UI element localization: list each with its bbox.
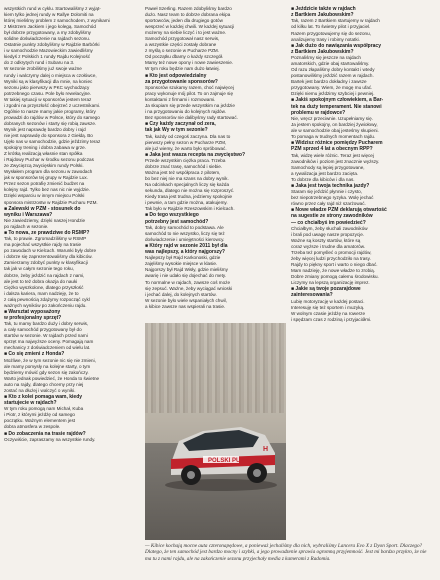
body-text-line: sprzęt ma najwyższe oceny. Pomagają nam — [4, 339, 94, 345]
car-decal: POLSKI PUZ — [208, 458, 245, 464]
interview-question: problemu w rajdowce? — [291, 109, 346, 116]
body-text-line: Warto jednak powiedzieć, że Honda to świetne — [4, 375, 100, 381]
body-text-line: z myślą o sezonie w Pucharze PZM. — [145, 48, 220, 54]
body-text-line: sponsora mistrzostw w Rajdzie Pucharu PZM. — [4, 199, 98, 205]
interview-question: ■ Do tego wszystkiego — [145, 212, 199, 219]
body-text-line: Przez sezon potrafię zmienić budżet na — [4, 181, 85, 187]
body-text-line: sekunda, dlatego nie można się rozproszyć. — [145, 188, 235, 194]
rally-car-icon — [163, 401, 281, 493]
body-text-line: Nie zawiedziemy, dzięki naszej Hondzie — [4, 217, 86, 223]
body-text-line: ale już wiemy, że warto było spróbować. — [145, 145, 227, 151]
body-text-line: Ujęło nas w samochodzie, gdzie jeździmy teraz — [4, 139, 101, 145]
body-text-line: Zamierzamy zdobyć punkty w klasyfikacji — [4, 260, 88, 266]
body-text-line: ale jest to też dobra okazja do nauki — [4, 278, 78, 284]
body-text-line: ale mamy pomysły na kolejne starty, o tym — [4, 363, 91, 369]
body-text-line: możemy na siebie liczyć i to jest ważne. — [145, 30, 227, 36]
body-text-line: pracy wykonuje mój pilot. To on zajmuje się — [145, 90, 234, 96]
body-text-line: Ważne są koszty startów, które są — [291, 237, 361, 243]
body-text-line: od kilku lat. To świetny pilot i przyjaciel. — [291, 24, 371, 30]
body-text-line: bo bez niej nie ma szans na dobry wynik. — [145, 176, 229, 182]
body-text-line: do 2 odkrytych rund i Subaru na 3. — [4, 60, 75, 66]
body-text-line: zawodników i poziom jest znacznie wyższy. — [291, 158, 380, 164]
body-text-line: Kiedy trasa jest trudna, jedziemy spokojnie — [145, 194, 233, 200]
car-logo: H — [263, 446, 269, 453]
body-text-line: Interesuję się też sportem i muzyką. — [291, 304, 365, 310]
body-text-line: wesprzeć w każdej chwili. W każdej sytuacji — [145, 24, 235, 30]
body-text-line: Najlepszy był Rajd Karkonoski, gdzie — [145, 255, 221, 261]
body-text-line: W sezonie zrobiliśmy już swoje ważne — [4, 66, 82, 72]
body-text-line: sportowców, jeden dla drugiego gotów — [145, 18, 223, 24]
interview-question: ■ Co się zmieni z Honda? — [4, 351, 65, 358]
body-text-line: Ja skupiam się przede wszystkim na jeździe — [145, 103, 235, 109]
body-text-line: której mieliśmy problem z samochodem, z wynikami — [4, 18, 110, 24]
body-text-line: Tak, każdy od czegoś zaczyna. Dla nas to — [145, 133, 231, 139]
interview-question: ■ To nowa, ze prawdziwe do RSMP? — [4, 230, 90, 237]
body-text-line: ważnych wyników po zakończeniu rajdu. — [4, 302, 87, 308]
body-text-line: startów w sezonie. W rajdach przed nami — [4, 333, 88, 339]
interview-question: zainteresowania? — [291, 292, 333, 299]
body-text-line: dobra atmosfera w zespole. — [4, 424, 61, 430]
body-text-line: Ważna jest też współpraca z pilotem, — [145, 170, 221, 176]
body-text-line: solidne doświadczenie na rajdach sezonu. — [4, 36, 91, 42]
interview-question: ■ Do zobaczenia na trasie rajdów? — [4, 430, 86, 437]
body-text-line: nie jest naprawdę do sponsora z Giełdą. Bo — [4, 132, 93, 138]
body-text-line: W tym roku będzie nam dużo łatwiej. — [145, 66, 220, 72]
body-text-line: żeby więcej ludzi przychodziło na trasy. — [291, 255, 371, 261]
interview-question: wyniku i Warszawa? — [4, 211, 53, 218]
body-text-line: jak w sponsorów tej grupy w Rajdzie Lux. — [4, 175, 89, 181]
body-text-line: Samochód przygotował nasz serwis, — [145, 36, 220, 42]
body-text-line: bez niepotrzebnego ryzyka. Wolę jechać — [291, 195, 374, 201]
body-text-line: Sponsorów szukamy razem, choć najwięcej — [145, 84, 234, 90]
body-text-line: się zepsuć. Ważne, żeby wyciągać wnioski — [145, 285, 233, 291]
body-text-line: i pewnie, a tam gdzie można, atakujemy. — [145, 200, 228, 206]
interview-question: ■ Kto z kolei pomaga wam, kiedy — [4, 393, 83, 400]
body-text-line: Z krótką realizacją własnie stan spółka — [4, 151, 83, 157]
article-column-2 — [145, 6, 286, 320]
body-text-line: Paweł Szerling. Razem zdobyliśmy bardzo — [145, 6, 232, 11]
interview-question: potrzebny jest samochód? — [145, 218, 209, 225]
body-text-line: tak jak w całym sezonie tego roku, — [4, 266, 74, 272]
body-text-line: Dzięki wsparciu w innym miejscu Polski — [4, 193, 85, 199]
body-text-line: kiedyś z Polskich 1 rundy Rajdu Kolejność — [4, 54, 91, 60]
body-text-line: był dobrze przygotowany, a my zdobyliśmy — [4, 30, 91, 36]
interview-question: za przygotowanie sponsorów? — [145, 78, 218, 85]
body-text-line: Chciałbym, żeby słuchali zawodników — [291, 225, 368, 231]
body-text-line: Dzięki niemu jeździmy szybciej i pewniej. — [291, 91, 375, 97]
body-text-line: Wyniki są w klasyfikacji dla mnie, na koniec — [4, 78, 93, 84]
body-text-line: zajęliśmy wysokie miejsce w klasie. — [145, 261, 218, 267]
body-text-line: przygotowany. Wiem, że mogę mu ufać. — [291, 85, 373, 91]
body-text-line: amatorskich, gdzie obaj startowaliśmy. — [291, 61, 370, 67]
body-text-line: W sezonie było wiele wspaniałych chwil, — [145, 297, 227, 303]
body-text-line: pierwszy pełny sezon w Pucharze PZM, — [145, 139, 227, 145]
body-text-line: Wynik jest naprawdę bardzo dobry i rajd — [4, 126, 86, 132]
interview-question: ■ Nowe władze PZM deklarują otwartość — [291, 207, 387, 214]
body-text-line: i na przygotowaniu do kolejnych rajdów. — [145, 109, 226, 115]
body-text-line: a cały samochód przygotowany był do — [4, 327, 82, 333]
spectator-crowd — [145, 323, 286, 413]
body-text-line: Nie, wręcz przeciwnie. Uzupełniamy się. — [291, 115, 373, 121]
body-text-line: i brali pod uwagę nasze propozycje. — [291, 231, 365, 237]
body-text-line: Tak, dobry samochód to podstawa. Ale — [145, 224, 224, 230]
body-text-line: Ostatnie punkty zdobyliśmy w Rajdzie Barbórki — [4, 42, 100, 48]
body-text-line: i dalsza kariera, mam nadzieję, że to — [4, 290, 79, 296]
body-text-line: Tak, widzę wiele różnic. Teraz jest więcej — [291, 152, 374, 158]
body-text-line: doświadczenie i umiejętności kierowcy. — [145, 236, 225, 242]
body-text-line: zostać na dłużej i walczyć o wyniki. — [4, 387, 76, 393]
body-text-line: rundy i walczymy dalej o miejsca w czołówce, — [4, 72, 97, 78]
body-text-line: po zawodach w Kielcach. Warunki były dobre — [4, 248, 97, 254]
body-text-line: analizujemy trasy i robimy notatki. — [291, 36, 360, 42]
body-text-line: Dobre zmiany pomogą całemu środowisku. — [291, 274, 379, 280]
interview-question: was najlepszy, a który najgorszy? — [145, 249, 225, 256]
body-text-line: Samochody są lepiej przygotowane, — [291, 164, 365, 170]
body-text-line: wszystkich rund w cyklu. Startowaliśmy z wyjąt- — [4, 6, 101, 11]
body-text-line: ze Zwycięzcą zwycięskim rundy Polski. — [4, 163, 84, 169]
body-text-line: Tak, tu mamy bardzo duży i dobry serwis, — [4, 321, 89, 327]
body-text-line: W tym roku pomogą nam Michał, Kuba — [4, 406, 84, 412]
body-text-line: coraz wyższe i trudne dla amatorów. — [291, 243, 366, 249]
body-text-line: a rywalizacja jest bardzo zacięta. — [291, 170, 359, 176]
body-text-line: Ogólnie to nasze mamy jakie programy, który — [4, 108, 96, 114]
interview-question: z Bartkiem Jakubowskim? — [291, 12, 354, 19]
interview-question: w profesjonalny sprzęt? — [4, 315, 62, 322]
body-text-line: ale w samochodzie obaj jesteśmy skupieni. — [291, 128, 379, 134]
interview-question: na sugestie ze strony zawodników — [291, 213, 373, 220]
interview-question: tek na duży temperament. Nie stanowi — [291, 103, 382, 110]
body-text-line: auto na rajdy, dlatego chcemy przy niej — [4, 381, 84, 387]
body-text-line: Mam nadzieję, że nowe władze to zrobią. — [291, 268, 376, 274]
body-text-line: Razem przygotowujemy się do sezonu, — [291, 30, 371, 36]
body-text-line: i dobrze się zaprezentowaliśmy dla kibiców. — [4, 254, 93, 260]
body-text-line: sezonu jako pierwszy w PKC wychodzący — [4, 84, 90, 90]
interview-question: ■ Jakie są twoje pozarajdowe — [291, 286, 361, 293]
body-text-line: Bez sponsorów nie dalibyśmy rady startować. — [145, 115, 238, 121]
body-text-line: początku. Ważnym elementem jest — [4, 418, 76, 424]
body-text-line: Możliwe, że w tym sezonie nic się nie zmieni, — [4, 357, 96, 363]
body-text-line: awarię i nie udało się dojechać do mety. — [145, 273, 227, 279]
body-text-line: Wysłałem program dla sezonu w zawodach — [4, 169, 93, 175]
body-text-line: i Rajdowy Puchar w środku sezonu podczas — [4, 157, 94, 163]
body-text-line: i zgodni na przyszłość obejrzeć z uczestnikami. — [4, 102, 101, 108]
body-text-line: Tak, razem z Bartkiem startujemy w rajdach — [291, 18, 380, 24]
body-text-line: W takiej sytuacji w sponsorów jestem teraz — [4, 96, 92, 102]
interview-question: ■ Zalewski w PZM - stosunek do — [4, 205, 81, 212]
rally-car-photo — [145, 323, 286, 540]
body-text-line: i w samochodzie Mazowieckim zawiedliśmy — [4, 48, 93, 54]
interview-question: ■ Jakiś spokojnym człowiekiem, a Bar- — [291, 97, 384, 104]
body-text-line: Ja jestem spokojny, on bardziej żywiołowy, — [291, 121, 378, 127]
interview-question: tak jak Wy w tym sezonie? — [145, 127, 208, 134]
body-text-line: dobranych sezonów i starty się robią zawsze. — [4, 120, 97, 126]
body-text-line: a wszystkie części zostały dobrane — [145, 42, 217, 48]
body-text-line: z Mistrzem Jackiem i jego kolegą. Samochód — [4, 24, 96, 30]
body-text-line: ma pojechać wszystkie rajdy na trasie — [4, 242, 82, 248]
body-text-line: To pomaga w trudnych momentach rajdu. — [291, 134, 376, 140]
body-text-line: Poznaliśmy się jeszcze na rajdach — [291, 55, 361, 60]
interview-question: ■ Jaka jest twoja technika jazdy? — [291, 182, 370, 189]
body-text-line: Przede wszystkim ciężka praca. Trzeba — [145, 157, 226, 163]
body-text-line: Lubię motoryzację w każdej postaci. — [291, 298, 365, 304]
body-text-line: Staram się jeździć płynnie i czysto, — [291, 188, 362, 194]
body-text-line: Mamy też nowe opony i nowe zawieszenie. — [145, 60, 234, 66]
interview-question: ■ Warsztat wyposażony — [4, 308, 61, 315]
interview-question: ■ Kto jest odpowiedzialny — [145, 72, 207, 79]
interview-question: startujecie w rajdach? — [4, 400, 57, 407]
body-text-line: Rajdy to piękny sport i warto o niego dbać. — [291, 262, 378, 267]
body-text-line: Liczymy na lepszą organizację imprez. — [291, 280, 370, 286]
body-text-line: dobrze, żeby jeździć na rajdach z nami, — [4, 272, 85, 278]
photo-caption: — Kibice kochają mocne auta czteronapędowe, a ponieważ jechaliśmy dla nich, wybraliśmy Lancera Evo X z Dyon Sport. Dlaczego? Dlatego, że ten samochód jest bardzo mocny i szybki, a jego prowadzenie sprawia ogromną przyjemność. Jest mi bardzo przykro, że nie ma tu z nami rajdu, ale na zakończenie sezonu przyjechały media z kamerami z Radomia. — [145, 543, 427, 562]
body-text-line: kiem tylko jednej rundy w Rallye Dolomiti na — [4, 12, 94, 18]
body-text-line: i Piotr, z którymi jeżdżę od samego — [4, 412, 75, 418]
body-text-line: a kibice zawsze nas wspierali na trasie. — [145, 303, 226, 309]
body-text-line: z całą pewnością zdążymy rozpocząć cykl — [4, 296, 90, 302]
article-column-3 — [291, 6, 433, 578]
body-text-line: samochód to nie wszystko, liczy się też — [145, 230, 225, 236]
body-text-line: Od razu złapaliśmy dobry kontakt i wtedy — [291, 67, 375, 73]
body-text-line: Tak było w Rajdzie Rzeszowskim i Kielcach. — [145, 206, 235, 212]
body-text-line: i jechać dalej, do kolejnych startów. — [145, 291, 217, 297]
article-column-1 — [4, 6, 140, 578]
body-text-line: kontaktami z firmami i rozmowami. — [145, 97, 216, 103]
body-text-line: To dobrze dla kibiców i dla nas. — [291, 176, 355, 182]
body-text-line: Najgorszy był Rajd Wisły, gdzie mieliśmy — [145, 267, 228, 273]
interview-question: ■ Czy każdy zaczynał od zera, — [145, 121, 216, 128]
body-text-line: dobrze znać trasę, samochód i siebie. — [145, 164, 223, 169]
body-text-line: i spędzam czas z rodziną i przyjaciółmi. — [291, 316, 372, 322]
body-text-line: prowadzi do rajdów w Polsce, który do samego — [4, 114, 100, 120]
body-text-line: Ciężko wyszkolone, dlatego przyszłość — [4, 284, 84, 290]
body-text-line: W wolnym czasie jeżdżę na rowerze — [291, 310, 366, 316]
body-text-line: Trzeba też pomyśleć o promocji rajdów, — [291, 249, 372, 255]
body-text-line: będziemy mówić gdy sezon się zakończy. — [4, 369, 89, 375]
interview-question: — co chciałbyś im powiedzieć? — [291, 219, 366, 226]
interview-question: ■ Jeździcie także w rajdach — [291, 6, 356, 12]
interview-question: z Bartkiem Jakubowskim? — [291, 48, 354, 55]
body-text-line: Od początku dbamy o każdy szczegół. — [145, 54, 224, 60]
body-text-line: To normalne w rajdach, zawsze coś może — [145, 279, 231, 285]
body-text-line: kolejny rajd. Tylko bez nas nic nie wyjdzie. — [4, 187, 90, 193]
body-text-line: równo przez cały rajd niż szarżować. — [291, 201, 366, 207]
body-text-line: mechanicy z doświadczeniem od wielu lat. — [4, 345, 91, 351]
interview-question: ■ Który rajd w sezonie 2011 był dla — [145, 242, 228, 249]
body-text-line: Tak, to prawie. Zgromadziliśmy w RSMP — [4, 236, 87, 242]
body-text-line: spokojny trening i dobra zabawa w grze. — [4, 145, 86, 151]
body-text-line: postanowiliśmy jeździć razem w rajdach. — [291, 73, 374, 79]
interview-question: ■ Jaka jest wasza recepta na zwycięstwo? — [145, 151, 246, 158]
interview-question: PZM sprzed 4 lat a obecnym RPP? — [291, 146, 373, 153]
interview-question: ■ Jak dużo do nawiązania współpracy — [291, 42, 381, 49]
body-text-line: potrzebnego czasu. Pole było rewelacyjne. — [4, 90, 92, 96]
body-text-line: Na odcinkach specjalnych liczy się każda — [145, 182, 230, 188]
body-text-line: Oczywiście, zapraszamy na wszystkie rundy. — [4, 436, 96, 442]
body-text-line: Bartek jest bardzo dokładny i zawsze — [291, 79, 367, 85]
body-text-line: po rajdach w sezonie. — [4, 224, 49, 229]
interview-question: ■ Widzisz różnice pomiędzy Pucharem — [291, 140, 383, 147]
body-text-line: dużo. Nasz team to dobrze dobrana ekipa — [145, 12, 231, 18]
